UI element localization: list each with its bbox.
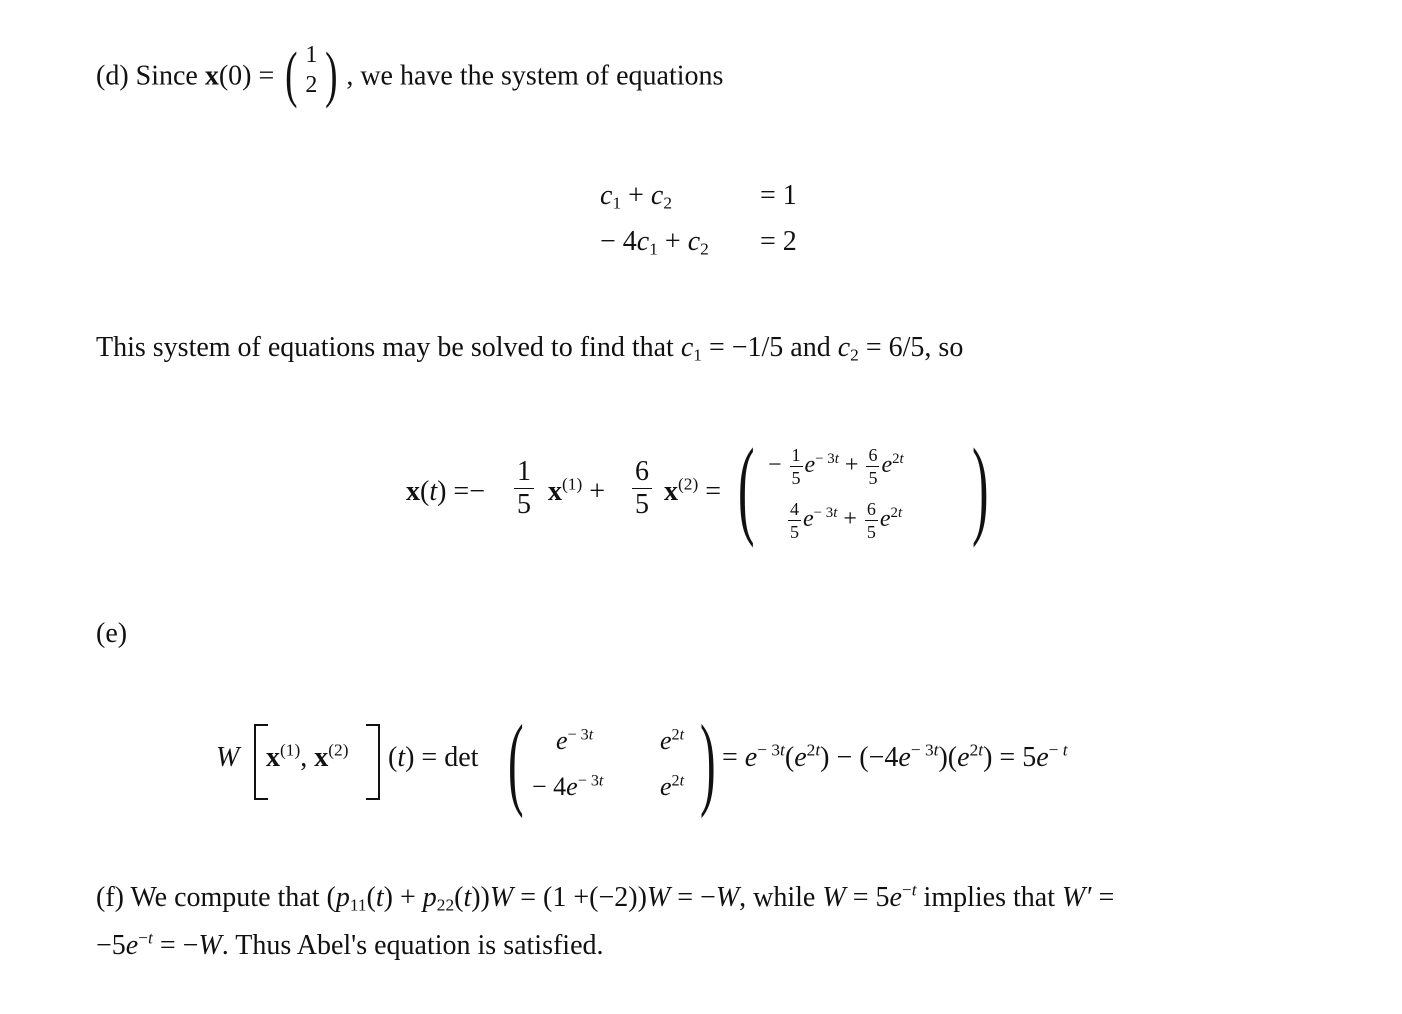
left-paren: ( xyxy=(738,426,755,548)
equation-1-lhs: $c_1 + c_2$ xyxy=(600,180,673,213)
vector-top-entry: − $\frac{1}{5}$ $e^{- 3t}$ + $\frac{6}{5}$ $e^{2t}$ xyxy=(768,445,904,488)
det-entry-11: $e^{- 3t}$ xyxy=(556,726,594,755)
det-entry-21: − $4e^{- 3t}$ xyxy=(532,772,604,801)
frac-1-5: 1 5 xyxy=(514,456,534,521)
equation-1-rhs: = 1 xyxy=(760,180,797,211)
det-right-paren: ) xyxy=(700,704,716,819)
part-f-line-1: (f) We compute that $(p_{11}(t) + p_{22}(t))W = (1 +(-2))W = -W$, while $W = 5e^{-t}$ implies that W′ = xyxy=(96,880,1115,915)
wronskian-args: $x^{(1)}$, $x^{(2)}$ xyxy=(266,740,349,773)
part-e-label: (e) xyxy=(96,618,128,649)
det-entry-22: $e^{2t}$ xyxy=(660,772,685,801)
wronskian-rhs: = $e^{- 3t}(e^{2t}) - (-4e^{- 3t})(e^{2t}) = 5e^{- t}$ xyxy=(722,740,1068,773)
right-paren: ) xyxy=(972,426,989,548)
frac-6-5: 6 5 xyxy=(632,456,652,521)
equation-2-lhs: − $4c_1 + c_2$ xyxy=(600,226,709,259)
x0-vector: ( 1 2 ) xyxy=(285,41,338,109)
part-f-line-2: $-5e^{-t} = -W$. Thus Abel's equation is satisfied. xyxy=(96,928,604,961)
part-d-intro xyxy=(96,41,724,109)
x2-term: $x^{(2)}$ = xyxy=(664,474,722,507)
x1-term: $x^{(1)}$ + xyxy=(548,474,606,507)
det-left-paren: ( xyxy=(508,704,524,819)
x0-top: 1 xyxy=(305,42,318,68)
det-entry-12: $e^{2t}$ xyxy=(660,726,685,755)
solved-text: This system of equations may be solved to find that $c_1 = -1/5$ and $c_2 = 6/5$, so xyxy=(96,332,964,365)
x0-bottom: 2 xyxy=(305,72,318,98)
right-bracket xyxy=(366,724,380,800)
wronskian-lhs: W xyxy=(216,742,240,773)
vector-bottom-entry: $\frac{4}{5}$ $e^{- 3t}$ + $\frac{6}{5}$ $e^{2t}$ xyxy=(790,499,903,542)
part-d-suffix: , we have the system of equations xyxy=(346,60,724,92)
wronskian-det: (t) = det xyxy=(388,742,479,773)
solution-lhs: x(t) =− xyxy=(406,476,486,507)
part-d-label: (d) Since x(0) = xyxy=(96,60,275,92)
equation-2-rhs: = 2 xyxy=(760,226,797,257)
